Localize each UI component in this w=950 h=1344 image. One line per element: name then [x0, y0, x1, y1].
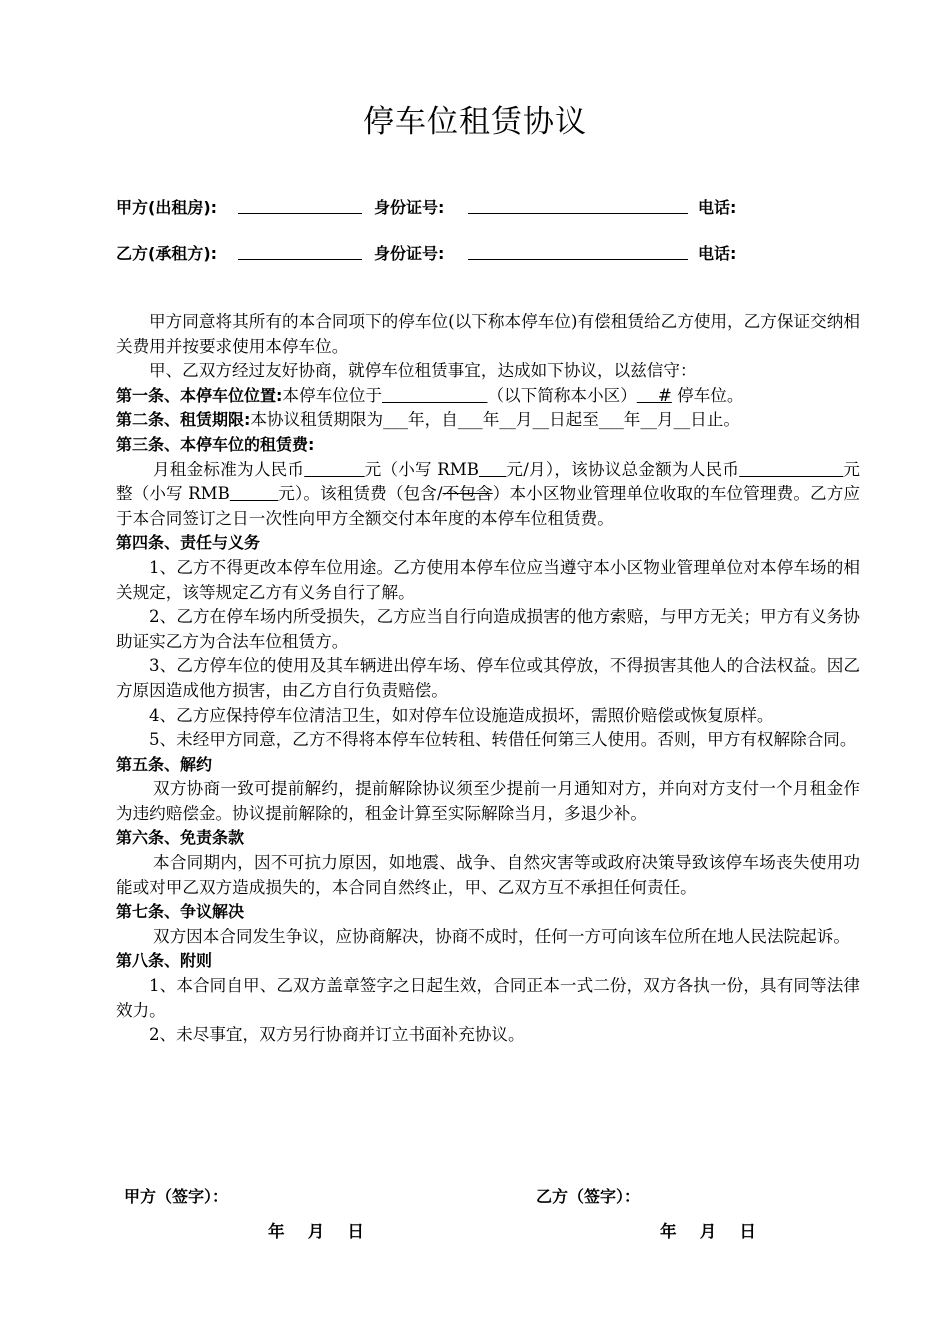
lessee-id-blank	[468, 241, 688, 260]
article-4-heading: 第四条、责任与义务	[116, 533, 261, 553]
article-8-item: 1、本合同自甲、乙双方盖章签字之日起生效，合同正本一式二份，双方各执一份，具有同等法律效力。	[116, 976, 860, 1020]
article-4-item: 4、乙方应保持停车位清洁卫生，如对停车位设施造成损坏，需照价赔偿或恢复原样。	[149, 705, 774, 725]
lessee-phone-label: 电话:	[698, 244, 737, 263]
rent-text: 元）。该租赁费（包含/	[278, 484, 443, 504]
article-4-item: 1、乙方不得更改本停车位用途。乙方使用本停车位应当遵守本小区物业管理单位对本停车场的相关规定，该等规定乙方有义务自行了解。	[116, 557, 860, 602]
article-3-text	[116, 458, 860, 532]
article-1-text: 本停车位位于	[282, 385, 382, 405]
article-4-item: 5、未经甲方同意，乙方不得将本停车位转租、转借任何第三人使用。否则，甲方有权解除合同。	[149, 730, 857, 750]
rent-text: 元整（小写 RMB	[116, 459, 860, 504]
article-1-text: 停车位。	[671, 385, 744, 405]
total-amount-blank	[739, 460, 843, 479]
lessor-id-blank	[468, 195, 688, 214]
lessee-id-label: 身份证号:	[374, 244, 445, 263]
article-4-item: 3、乙方停车位的使用及其车辆进出停车场、停车位或其停放，不得损害其他人的合法权益。因乙方原因造成他方损害，由乙方自行负责赔偿。	[116, 656, 860, 700]
rent-text: 元/月），该协议总金额为人民币	[506, 459, 740, 479]
document-title: 停车位租赁协议	[363, 104, 587, 140]
article-2-heading: 第二条、租赁期限:	[116, 410, 251, 430]
struck-option: 不包含	[442, 484, 493, 504]
lessor-phone-label: 电话:	[698, 198, 737, 217]
lessor-label: 甲方(出租房):	[116, 198, 218, 217]
contract-body	[116, 310, 860, 1048]
article-1-text: （以下简称本小区）	[487, 385, 637, 405]
article-7-text: 双方因本合同发生争议，应协商解决，协商不成时，任何一方可向该车位所在地人民法院起诉。	[153, 926, 850, 946]
total-amount-rmb-blank	[230, 484, 278, 503]
article-2-text: 本协议租赁期限为___年，自___年__月__日起至___年__月__日止。	[250, 410, 740, 430]
article-7-heading: 第七条、争议解决	[116, 902, 245, 922]
lessee-name-blank	[238, 241, 362, 260]
article-4-item: 2、乙方在停车场内所受损失，乙方应当自行向造成损害的他方索赔，与甲方无关；甲方有义务协助证实乙方为合法车位租赁方。	[116, 607, 860, 651]
intro-paragraph-2: 甲、乙双方经过友好协商，就停车位租赁事宜，达成如下协议，以兹信守：	[149, 361, 697, 381]
article-6-heading: 第六条、免责条款	[116, 828, 245, 848]
monthly-rent-blank	[304, 460, 364, 479]
space-number-blank: #	[636, 385, 672, 405]
article-8-heading: 第八条、附则	[116, 951, 213, 971]
article-8-item: 2、未尽事宜，双方另行协商并订立书面补充协议。	[149, 1025, 525, 1045]
lessee-label: 乙方(承租方):	[116, 244, 218, 263]
rent-text: 元（小写 RMB	[364, 459, 479, 479]
article-2	[116, 408, 860, 433]
lessor-signature-label: 甲方（签字）：	[124, 1187, 229, 1206]
lessor-signature-date: 年 月 日	[268, 1221, 364, 1241]
lessor-id-label: 身份证号:	[374, 198, 445, 217]
monthly-rent-rmb-blank	[479, 460, 506, 479]
article-5-text: 双方协商一致可提前解约，提前解除协议须至少提前一月通知对方，并向对方支付一个月租金作为违约赔偿金。协议提前解除的，租金计算至实际解除当月，多退少补。	[116, 779, 860, 823]
intro-paragraph-1: 甲方同意将其所有的本合同项下的停车位(以下称本停车位)有偿租赁给乙方使用，乙方保证交纳相关费用并按要求使用本停车位。	[116, 312, 860, 356]
community-name-blank	[382, 386, 488, 405]
article-1-heading: 第一条、本停车位位置:	[116, 385, 283, 405]
lessee-signature-label: 乙方（签字）：	[536, 1187, 641, 1206]
article-1	[116, 384, 860, 409]
rent-text: 月租金标准为人民币	[153, 459, 305, 479]
article-5-heading: 第五条、解约	[116, 754, 213, 774]
rent-text: ）本小区物业管理单位收取的车位管理费。乙方应于本合同签订之日一次性向甲方全额交付本年度的本停车位租赁费。	[116, 484, 861, 528]
article-6-text: 本合同期内，因不可抗力原因，如地震、战争、自然灾害等或政府决策导致该停车场丧失使用功能或对甲乙双方造成损失的，本合同自然终止，甲、乙双方互不承担任何责任。	[116, 853, 860, 897]
article-3-heading: 第三条、本停车位的租赁费:	[116, 434, 315, 454]
lessee-signature-date: 年 月 日	[660, 1221, 756, 1241]
lessor-name-blank	[238, 195, 362, 214]
